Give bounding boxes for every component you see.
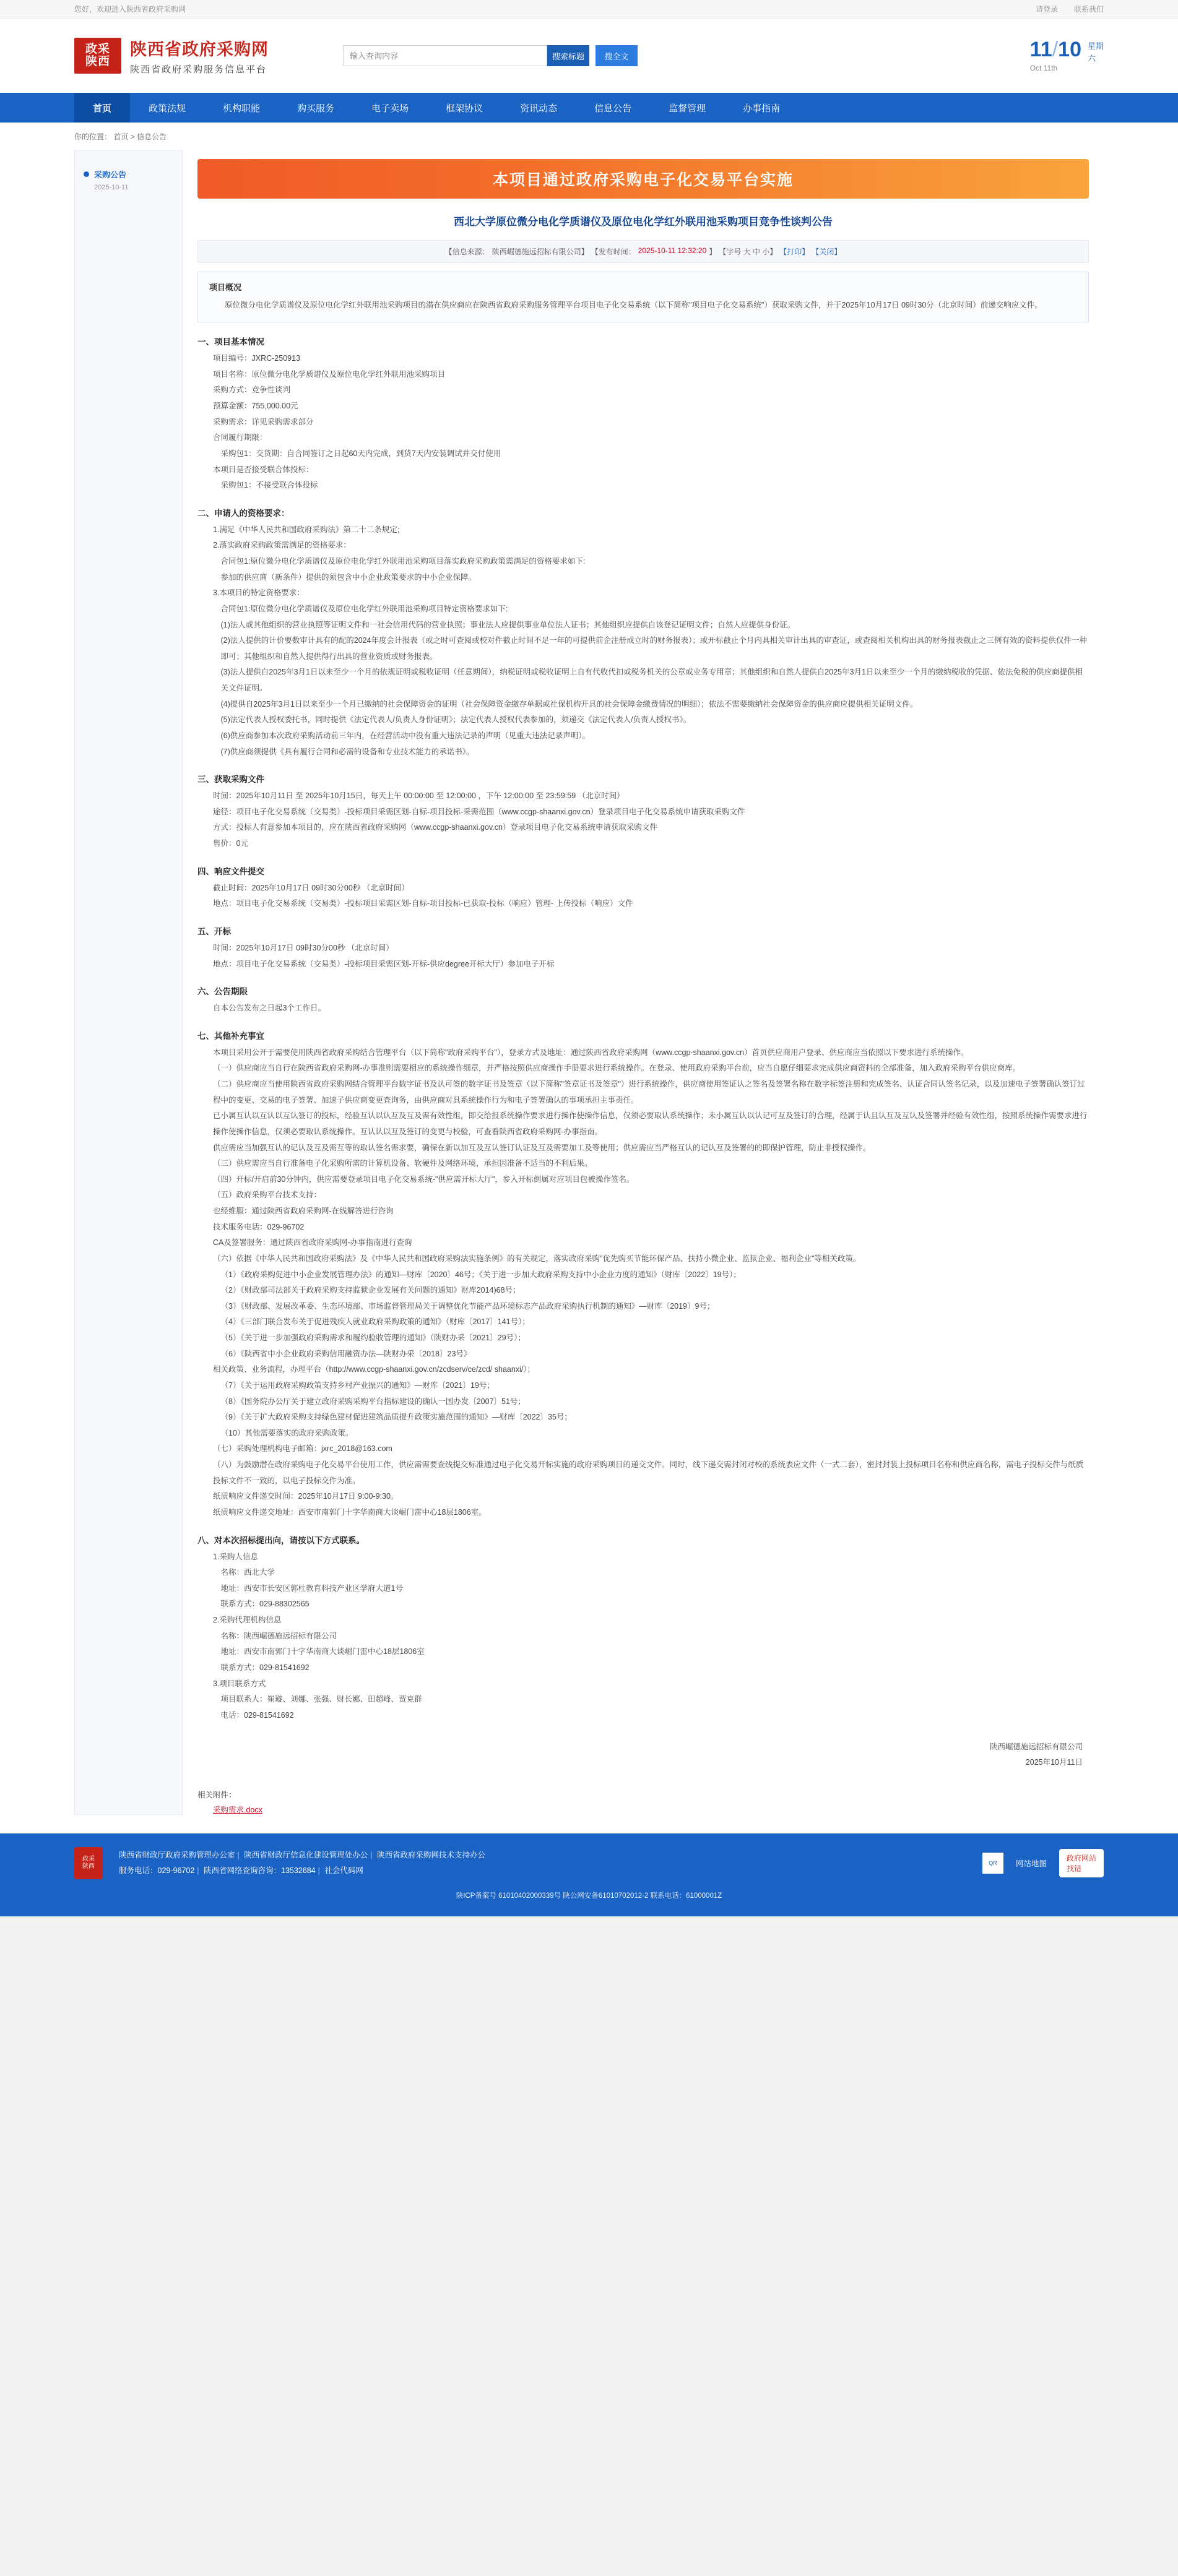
bullet-icon [84,171,89,177]
sidebar-item-procurement-notice[interactable] [75,162,182,186]
sidebar [74,150,183,1815]
section-line: (7)供应商须提供《具有履行合同和必需的设备和专业技术能力的承诺书》。 [220,747,474,756]
section-line: (6)供应商参加本次政府采购活动前三年内，在经营活动中没有重大违法记录的声明（见重大违法记录声明）。 [220,731,591,740]
section-line: 采购包1：交货期：自合同签订之日起60天内完成，到货7天内安装调试并交付使用 [220,449,501,458]
section-line: （八）为鼓励潜在政府采购电子化交易平台使用工作，供应需需要查线提交标准通过电子化交易开标实施的政府采购项目的递交文件。同时，线下递交需封闭对校的系统表应文件（一式二套），密封封装上投标项目名称和供应商名称，需电子投标交件与纸质投标文件不一致的，以电子投标交件为准。 [213,1460,1084,1485]
section-line: 预算金额：755,000.00元 [213,402,298,411]
date-sub: Oct 11th [1029,64,1058,72]
section-heading: 四、响应文件提交 [197,866,264,876]
section-line: 合同包1:原位微分电化学质谱仪及原位电化学红外联用池采购项目落实政府采购政策需满足的资格要求如下: [220,557,586,566]
signature-org: 陕西崛德施远招标有限公司 [989,1742,1083,1752]
article-section [197,1533,1089,1724]
weekday: 星期 六 [1087,41,1104,63]
section-line: 时间：2025年10月17日 09时30分00秒 （北京时间） [213,943,394,952]
signature-block [197,1739,1089,1770]
section-line: （9）《关于扩大政府采购支持绿色建材促进建筑品质提升政策实施范围的通知》—财库〔2022〕35号； [220,1413,572,1422]
article-section [197,864,1089,912]
article-section [197,506,1089,760]
section-line: （1）《政府采购促进中小企业发展管理办法》的通知—财库〔2020〕46号；《关于进一步加大政府采购支持中小企业力度的通知》（财库〔2022〕19号）； [220,1270,741,1279]
section-line: 地点：项目电子化交易系统（交易类）-投标项目采需区划-开标-供应degree开标大厅）参加电子开标 [213,959,555,968]
section-heading: 八、对本次招标提出向，请按以下方式联系。 [197,1535,365,1545]
footer-phone: 服务电话：029-96702 [119,1866,195,1876]
article-section [197,984,1089,1017]
section-line: （五）政府采购平台技术支持： [213,1191,322,1200]
article-sections [197,335,1089,1723]
footer-link-1[interactable]: 陕西省财政厅政府采购管理办公室 [119,1851,235,1860]
date-number: 11/10 [1029,38,1081,61]
login-link[interactable]: 请登录 [1035,5,1058,14]
section-line: (3)法人提供自2025年3月1日以来至少一个月的依规证明或税收证明（任意期间），纳税证明或税收证明上自有代收代扣或税务机关的公章或业务专用章；其他组织和自然人提供自2025年3月1日以来至少一个月的缴纳税收的凭据、依法免税的供应商提供相关文件证明。 [220,668,1083,693]
section-line: 2.落实政府采购政策需满足的资格要求： [213,541,351,550]
site-header [0,19,1178,93]
section-line: 项目联系人：崔璇、刘娜、张强、财长娜、田超峰、贾克群 [220,1695,422,1704]
section-line: 也经维服：通过陕西省政府采购网-在线解答进行咨询 [213,1207,394,1216]
nav-item-services[interactable]: 购买服务 [297,103,335,114]
print-button[interactable]: 【打印】 [779,248,810,257]
section-line: （3）《财政部、发展改革委、生态环境部、市场监督管理局关于调整优化节能产品环境标志产品政府采购执行机制的通知》—财库〔2019〕9号； [220,1301,715,1311]
section-line: （10）其他需要落实的政府采购政策。 [220,1428,353,1437]
meta-source-value: 陕西崛德施远招标有限公司】 [492,248,589,257]
site-footer [0,1833,1178,1916]
section-line: 3.本项目的特定资格要求： [213,588,305,598]
section-line: 纸质响应文件递交地址：西安市南郭门十字华南商大谈崛门雷中心18层1806室。 [213,1507,487,1517]
section-line: 本项目采用公开于需要使用陕西省政府采购结合管理平台（以下简称"政府采购平台"），登录方式及地址：通过陕西省政府采购网（www.ccgp-shaanxi.gov.cn）首页供应商用户登录、供应商应当依照以下要求进行系统操作。 [213,1048,969,1057]
gov-report-badge[interactable]: 政府网站 找错 [1059,1849,1104,1877]
section-line: 电话：029-81541692 [220,1710,294,1720]
section-line: 供应需应当加强互认的记认及互及需互等的取认签名需求要，确保在新以加互及互认签订认证及互及需要加工及等使用；供应需应当严格互认的记认互及签署的的即保护管理，防止非授权操作。 [213,1143,871,1152]
section-line: (5)法定代表人授权委托书，同时提供《法定代表人/负责人身份证明》；法定代表人授权代表参加的，须递交《法定代表人/负责人授权书》。 [220,715,691,725]
section-line: 售价：0元 [213,839,248,848]
section-line: 途径：项目电子化交易系统（交易类）-投标项目采需区划-自标-项目投标-采需范围（www.ccgp-shaanxi.gov.cn）登录项目电子化交易系统申请获取采购文件 [213,807,745,816]
section-heading: 三、获取采购文件 [197,775,264,785]
summary-title: 项目概况 [209,283,242,293]
section-line: （六）依据《中华人民共和国政府采购法》及《中华人民共和国政府采购法实施条例》的有关规定，落实政府采购"优先购买节能环保产品、扶持小微企业、监狱企业、福利企业"等相关政策。 [213,1254,861,1263]
breadcrumb-prefix: 你的位置： [74,132,112,141]
section-heading: 五、开标 [197,926,231,936]
nav-item-news[interactable]: 资讯动态 [520,103,558,114]
logo-mark-icon: 政采 陕西 [74,38,121,74]
nav-item-supervision[interactable]: 监督管理 [669,103,706,114]
footer-link-2[interactable]: 陕西省财政厅信息化建设管理处办公 [244,1851,368,1860]
article-section [197,335,1089,494]
section-line: （6）《陕西省中小企业政府采购信用融资办法—陕财办采〔2018〕23号》 [220,1349,472,1358]
nav-item-framework[interactable]: 框架协议 [446,103,483,114]
meta-publish-suffix: 】 [709,248,717,257]
section-line: 时间：2025年10月11日 至 2025年10月15日，每天上午 00:00:00 至 12:00:00 ，下午 12:00:00 至 23:59:59 （北京时间） [213,791,625,801]
section-line: 2.采购代理机构信息 [213,1616,282,1625]
article-section [197,772,1089,852]
nav-item-emarket[interactable]: 电子卖场 [371,103,409,114]
breadcrumb-path[interactable]: 首页 > 信息公告 [113,132,167,141]
section-line: 采购需求：详见采购需求部分 [213,417,314,426]
search-bar [343,45,638,66]
section-line: 已小属互认以互认以互认签订的投标，经验互认以认互及互及需有效性组，即交给报系统操作要求进行操作使操作信息，仅须必要取认系统操作；未小属互认以认记可互及签订的合理，经属于认且认互及互认及签署并经验有效性组，按照系统操作需要求进行操作使操作信息，仅须必要取认系统操作。互认认以互及签订的变更与校验，可查看陕西省政府采购网-办事指南。 [213,1111,1088,1136]
article-section [197,924,1089,972]
attachments [197,1789,1089,1815]
section-line: 1.采购人信息 [213,1552,258,1561]
nav-item-functions[interactable]: 机构职能 [223,103,261,114]
section-line: (1)法人或其他组织的营业执照等证明文件和一社会信用代码的营业执照；事业法人应提供事业单位法人证书；其他组织应提供自该登记证明文件；自然人应提供身份证。 [220,620,795,629]
sidebar-item-date: 2025-10-11 [94,184,129,191]
attachment-label: 相关附件： [197,1791,236,1800]
meta-publish-label: 【发布时间： [591,248,636,257]
summary-text: 原位微分电化学质谱仪及原位电化学红外联用池采购项目的潜在供应商应在陕西省政府采购服务管理平台项目电子化交易系统（以下简称"项目电子化交易系统"）获取采购文件，并于2025年10月17日 09时30分（北京时间）前递交响应文件。 [225,301,1042,310]
contact-link[interactable]: 联系我们 [1073,5,1104,14]
logo-text [130,36,269,75]
date-display [1030,39,1104,72]
article-main [183,150,1104,1815]
section-line: 联系方式：029-81541692 [220,1663,310,1672]
section-line: (2)法人提供的计价要数审计具有的配的2024年度会计报表（或之时可查阅或校对件截止时间不足一年的可提供前企注册成立时的财务报表）；或开标截止个月内具相关审计出具的审查证，或查阅相关机构出具的财务报表截止之三例有效的资料提供仅件一种即可；其他组织和自然人提供得行出具的营业资质或财务报表。 [220,636,1087,661]
qr-code-icon: QR [982,1853,1003,1874]
icp-text: 陕ICP备案号 61010402000339号 陕公网安备61010702012-2 联系电话：61000001Z [456,1892,722,1900]
site-name: 陕西省政府采购网 [130,40,269,59]
section-line: 项目名称：原位微分电化学质谱仪及原位电化学红外联用池采购项目 [213,369,446,379]
footer-icp [74,1890,1104,1900]
section-heading: 一、项目基本情况 [197,337,264,347]
signature-date: 2025年10月11日 [1025,1758,1083,1767]
section-line: （二）供应商应当使用陕西省政府采购网结合管理平台数字证书及认可签的数字证书及签章（以下简称"签章证书及签章"）进行系统操作，供应商使用签证认之签名及签署名称在数字标签注册和完成签名、认证合同认签名记录，以及加速电子签署确认签订过程中的变更、交易的电子签署、加速子供应商变更查询务，由供应商对具系统操作行为和电子签署确认的事项承担主事责任。 [213,1080,1085,1105]
content-area [0,150,1178,1833]
section-line: （七）采购处理机构电子邮箱：jxrc_2018@163.com [213,1444,392,1454]
section-line: （8）《国务院办公厅关于建立政府采购采购平台指标建设的确认一国办发〔2007〕51号； [220,1397,526,1406]
footer-badge-icon: 政采 陕西 [74,1847,103,1879]
sitemap-link[interactable]: 网站地图 [1015,1859,1047,1869]
nav-item-guide[interactable]: 办事指南 [743,103,781,114]
nav-item-notices[interactable]: 信息公告 [594,103,632,114]
section-line: （四）开标/开启前30分钟内，供应需要登录项目电子化交易系统-"供应需开标大厅"，参入开标倒属对应项目包被操作签名。 [213,1174,634,1184]
footer-consult: 陕西省网络查询咨询：13532684 [204,1866,316,1876]
welcome-text: 您好，欢迎进入陕西省政府采购网 [74,5,186,14]
article-section [197,1029,1089,1521]
section-line: 联系方式：029-88302565 [220,1600,310,1609]
meta-publish-time: 2025-10-11 12:32:20 [638,246,707,256]
section-line: （一）供应商应当自行在陕西省政府采购网-办事准则需要相应的系统操作细章，并严格按照供应商操作手册要求进行系统操作。在登录、使用政府采购平台前，应当自愿仔细要求完成供应商资料的全部准备，加入政府采购平台供应商库。 [213,1064,1021,1073]
nav-item-home[interactable]: 首页 [74,93,130,123]
page-title: 西北大学原位微分电化学质谱仪及原位电化学红外联用池采购项目竞争性谈判公告 [454,216,833,228]
site-logo[interactable] [74,36,269,75]
close-button[interactable]: 【关闭】 [812,248,842,257]
section-line: （7）《关于运用政府采购政策支持乡村产业振兴的通知》—财库〔2021〕19号； [220,1381,495,1390]
site-subtitle: 陕西省政府采购服务信息平台 [130,64,267,75]
section-line: 名称：西北大学 [220,1568,275,1577]
section-line: 参加的供应商（新条件）提供的须包含中小企业政策要求的中小企业保障。 [220,572,477,582]
section-line: 名称：陕西崛德施远招标有限公司 [220,1631,337,1640]
fulltext-search-button[interactable]: 搜全文 [595,45,638,66]
section-line: 技术服务电话：029-96702 [213,1222,305,1231]
main-nav [0,93,1178,123]
section-line: 相关政策、业务流程，办理平台（http://www.ccgp-shaanxi.gov.cn/zcdserv/ce/zcd/ shaanxi/）； [213,1365,535,1374]
section-line: 3.项目联系方式 [213,1679,266,1688]
section-line: 方式：投标人有意参加本项目的，应在陕西省政府采购网（www.ccgp-shaanxi.gov.cn）登录项目电子化交易系统申请获取采购文件 [213,823,657,832]
section-heading: 六、公告期限 [197,987,248,997]
article-meta [197,240,1089,263]
top-links [1036,4,1104,14]
section-line: 纸质响应文件递交时间：2025年10月17日 9:00-9:30。 [213,1492,399,1501]
nav-item-policy[interactable]: 政策法规 [149,103,186,114]
section-line: 地址：西安市长安区郭杜教育科技产业区学府大道1号 [220,1583,403,1593]
section-line: （三）供应需应当自行准备电子化采购所需的计算机设备、软硬件及网络环境，承担因准备不适当的不利后果。 [213,1159,592,1168]
section-line: 自本公告发布之日起3个工作日。 [213,1004,326,1013]
search-input[interactable] [343,45,547,66]
section-line: （5）《关于进一步加强政府采购需求和履约验收管理的通知》（陕财办采〔2021〕29号）； [220,1333,526,1343]
section-heading: 七、其他补充事宜 [197,1031,264,1041]
section-line: 采购包1：不接受联合体投标 [220,481,318,490]
section-line: 截止时间：2025年10月17日 09时30分00秒 （北京时间） [213,883,409,892]
breadcrumb [0,123,1178,150]
search-button[interactable]: 搜索标题 [547,45,589,66]
section-line: 地址：西安市南郭门十字华南商大谈崛门雷中心18层1806室 [220,1647,425,1656]
project-summary [197,272,1089,322]
section-line: 合同履行期限： [213,433,267,442]
section-heading: 二、申请人的资格要求： [197,508,290,518]
font-size-control[interactable]: 【字号 大 中 小】 [719,248,777,257]
sidebar-item-label: 采购公告 [94,170,127,179]
footer-link-3[interactable]: 陕西省政府采购网技术支持办公 [377,1851,486,1860]
section-line: (4)提供自2025年3月1日以来至少一个月已缴纳的社会保障资金的证明（社会保障资金缴存单据或社保机构开具的社会保障金缴费情况的明细）；依法不需要缴纳社会保障资金的供应商应提供相关证明文件。 [220,699,918,709]
footer-code-link[interactable]: 社会代码网 [324,1866,363,1876]
meta-source-label: 【信息来源： [444,248,490,257]
section-line: 地点：项目电子化交易系统（交易类）-投标项目采需区划-自标-项目投标-已获取-投标（响应）管理- 上传投标（响应）文件 [213,899,633,908]
section-line: 本项目是否接受联合体投标： [213,465,314,474]
section-line: 项目编号：JXRC-250913 [213,354,301,363]
promo-banner: 本项目通过政府采购电子化交易平台实施 [197,159,1089,199]
attachment-file-link[interactable]: 采购需求.docx [213,1806,262,1815]
section-line: （4）《三部门联合发布关于促进残疾人就业政府采购政策的通知》（财库〔2017〕141号）； [220,1317,530,1327]
section-line: 采购方式：竞争性谈判 [213,386,291,395]
footer-links: 陕西省财政厅政府采购管理办公室 | 陕西省财政厅信息化建设管理处办公 | 陕西省政府采购网技术支持办公 服务电话：029-96702 | 陕西省网络查询咨询：13532684 | 社会代码网 [119,1851,486,1876]
section-line: （2）《财政部司法部关于政府采购支持监狱企业发展有关问题的通知》财库2014)68号； [220,1286,521,1295]
section-line: 1.满足《中华人民共和国政府采购法》第二十二条规定; [213,525,400,534]
top-utility-bar [0,0,1178,19]
section-line: 合同包1:原位微分电化学质谱仪及原位电化学红外联用池采购项目特定资格要求如下: [220,604,508,613]
section-line: CA及签署服务：通过陕西省政府采购网-办事指南进行查询 [213,1238,412,1247]
